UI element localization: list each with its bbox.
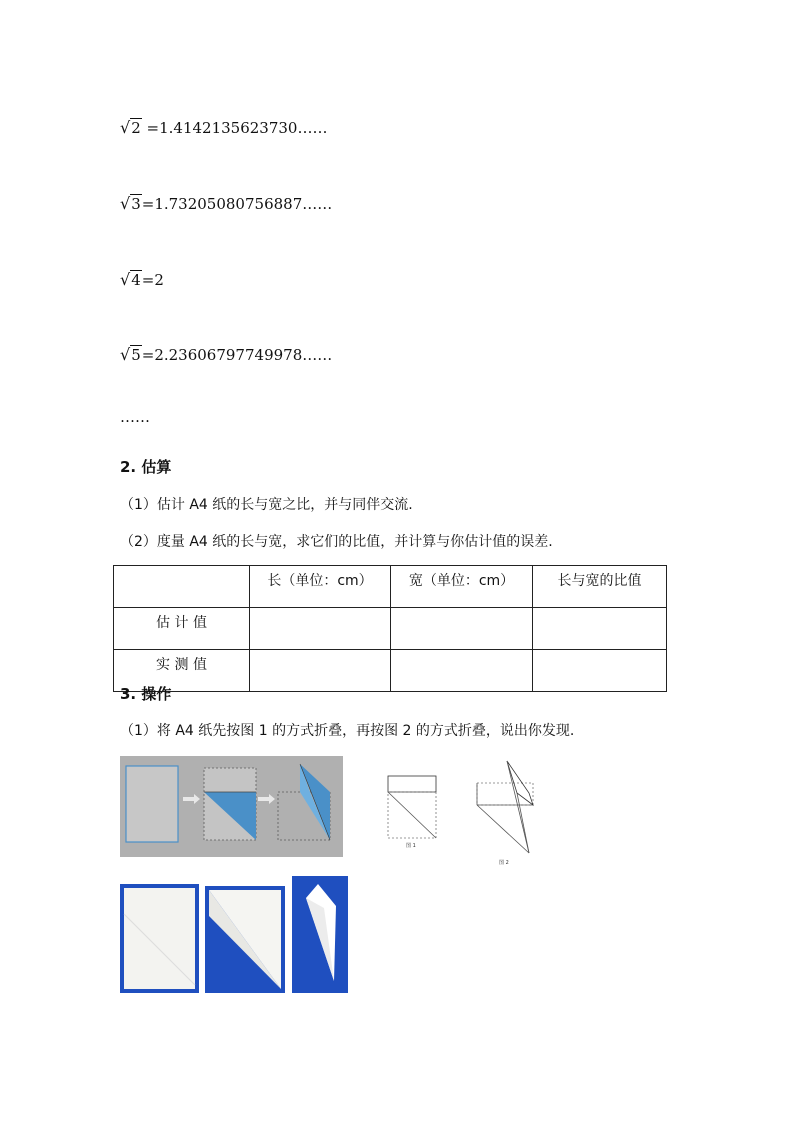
table-cell [533, 608, 667, 650]
paper-folded-twice-illustration [292, 876, 348, 993]
sqrt-symbol: √4 [120, 270, 141, 289]
table-cell [250, 608, 391, 650]
root-line-2 [120, 118, 327, 138]
root-value: =1.4142135623730…… [141, 119, 328, 137]
table-header-cell: 长与宽的比值 [533, 566, 667, 608]
root-line-3 [120, 194, 332, 214]
root-line-4 [120, 270, 164, 290]
table-cell: 估 计 值 [114, 608, 250, 650]
paper-photo-2 [205, 886, 285, 993]
section-2-question-1: （1）估计 A4 纸的长与宽之比，并与同伴交流. [120, 497, 413, 513]
table-header-cell [114, 566, 250, 608]
root-value: =2 [141, 271, 164, 289]
table-row [114, 608, 667, 650]
root-value: =1.73205080756887…… [141, 195, 333, 213]
figure-2-caption: 图 2 [499, 860, 509, 866]
table-header-row [114, 566, 667, 608]
figure-2-diagram [472, 757, 542, 869]
paper-unfolded-illustration [120, 884, 199, 993]
sqrt-symbol: √5 [120, 345, 141, 364]
paper-folded-once-illustration [205, 886, 285, 993]
section-2-heading: 2. 估算 [120, 458, 172, 476]
table-cell [391, 650, 533, 692]
section-3-heading: 3. 操作 [120, 685, 172, 703]
table-cell: 实 测 值 [114, 650, 250, 692]
paper-photo-3 [292, 876, 348, 993]
paper-photo-1 [120, 884, 199, 993]
root-value: =2.23606797749978…… [141, 346, 333, 364]
figure-2 [472, 757, 542, 869]
folding-steps-photo [120, 756, 343, 857]
figure-1-caption: 图 1 [406, 843, 416, 849]
table-cell [533, 650, 667, 692]
table-cell [391, 608, 533, 650]
folding-steps-illustration [120, 756, 343, 857]
sqrt-symbol: √2 [120, 118, 141, 137]
table-header-cell: 长（单位：cm） [250, 566, 391, 608]
table-cell [250, 650, 391, 692]
ellipsis: …… [120, 408, 150, 426]
section-2-question-2: （2）度量 A4 纸的长与宽，求它们的比值，并计算与你估计值的误差. [120, 534, 553, 550]
measurement-table [113, 565, 667, 692]
root-line-5 [120, 345, 332, 365]
figure-1 [384, 772, 444, 858]
table-row [114, 650, 667, 692]
table-header-cell: 宽（单位：cm） [391, 566, 533, 608]
section-3-question-1: （1）将 A4 纸先按图 1 的方式折叠，再按图 2 的方式折叠，说出你发现. [120, 723, 575, 739]
sqrt-symbol: √3 [120, 194, 141, 213]
